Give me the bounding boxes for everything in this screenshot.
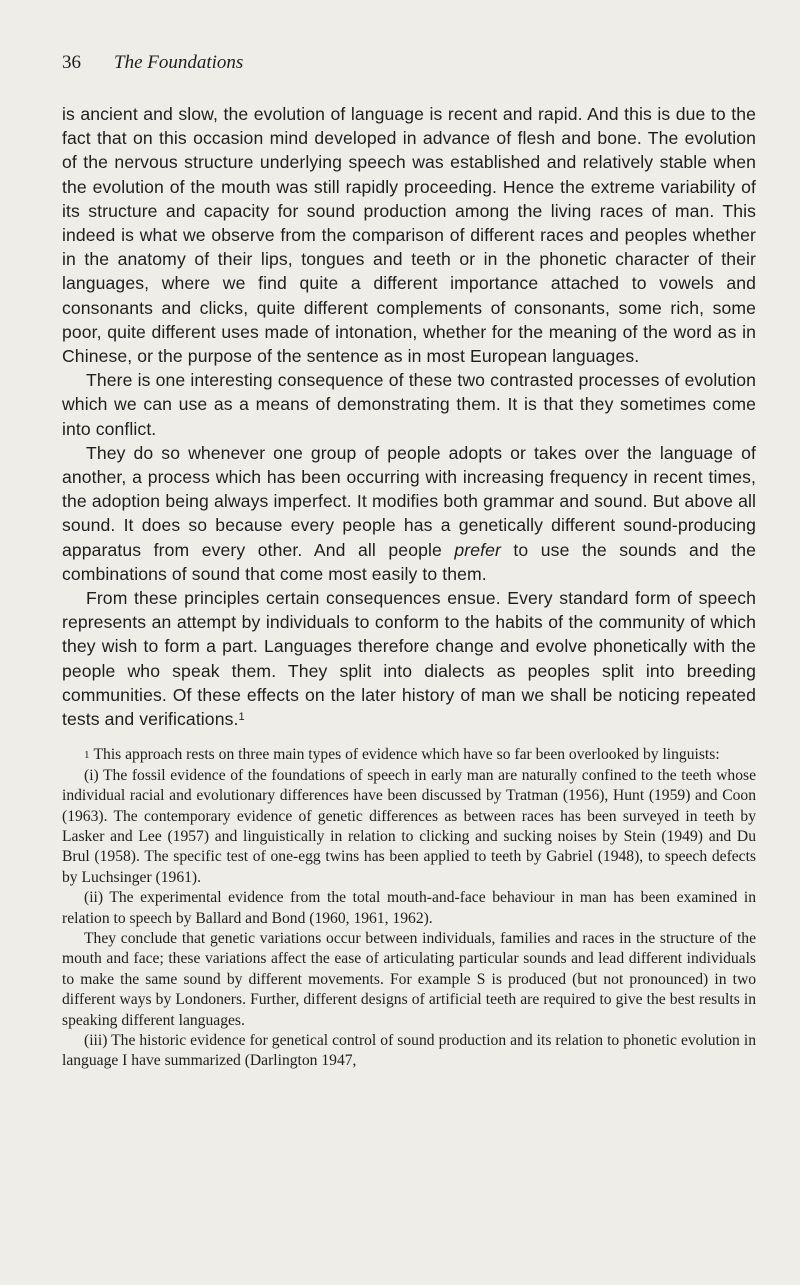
paragraph-1 [62, 102, 756, 368]
paragraph-3-text-b: to use the sounds and the combinations of sound that come most easily to them. [62, 539, 756, 584]
footnote-item-ii-text: (ii) The experimental evidence from the total mouth-and-face behaviour in man has been examined in relation to speech by Ballard and Bond (1960, 1961, 1962). [62, 889, 756, 927]
footnote-conclusion [62, 929, 756, 1031]
footnote-number: 1 [84, 749, 90, 762]
footnote-reference: 1 [238, 711, 245, 724]
footnotes [62, 745, 756, 1072]
footnote-item-iii [62, 1031, 756, 1072]
main-text [62, 102, 756, 731]
footnote-1-text: This approach rests on three main types of evidence which have so far been overlooked by linguists: [93, 746, 720, 764]
paragraph-1-text: is ancient and slow, the evolution of language is recent and rapid. And this is due to the fact that on this occasion mind developed in advance of flesh and bone. The evolution of the nervous structure underlying speech was established and relatively stable when the evolution of the mouth was still rapidly proceeding. Hence the extreme variability of its structure and capacity for sound production among the living races of man. This indeed is what we observe from the comparison of different races and peoples whether in the anatomy of their lips, tongues and teeth or in the phonetic character of their languages, where we find quite a different importance attached to vowels and consonants and clicks, quite different complements of consonants, some rich, some poor, quite different uses made of intonation, whether for the meaning of the word as in Chinese, or the purpose of the sentence as in most European languages. [62, 104, 756, 367]
footnote-conclusion-text: They conclude that genetic variations occur between individuals, families and races in the structure of the mouth and face; these variations affect the ease of articulating particular sounds and lead different individuals to make the same sound by different movements. For example S is produced (but not pronounced) in two different ways by Londoners. Further, different designs of artificial teeth are required to give the best results in speaking different languages. [62, 929, 756, 1029]
running-head [62, 50, 756, 90]
footnote-item-iii-text: (iii) The historic evidence for genetical control of sound production and its relation to phonetic evolution in language I have summarized (Darlington 1947, [62, 1031, 756, 1070]
page-number: 36 [62, 52, 81, 73]
paragraph-3-text-a: They do so whenever one group of people adopts or takes over the language of another, a process which has been occurring with increasing frequency in recent times, the adoption being always imperfect. It modifies both grammar and sound. But above all sound. It does so because every people has a genetically different sound-producing apparatus from every other. And all people [62, 442, 756, 560]
paragraph-4 [62, 586, 756, 731]
footnote-item-i [62, 766, 756, 888]
footnote-1 [62, 745, 756, 765]
footnote-item-i-text: (i) The fossil evidence of the foundations of speech in early man are naturally confined to the teeth whose individual racial and evolutionary differences have been discussed by Tratman (1956), Hunt (1959) and Coon (1963). The contemporary evidence of genetic differences as between races has been surveyed in teeth by Lasker and Lee (1957) and linguistically in relation to clicking and sucking noises by Stein (1949) and Du Brul (1958). The specific test of one-egg twins has been applied to teeth by Gabriel (1948), to speech defects by Luchsinger (1961). [62, 766, 756, 886]
paragraph-4-text: From these principles certain consequences ensue. Every standard form of speech represents an attempt by individuals to conform to the habits of the community of which they wish to form a part. Languages therefore change and evolve phonetically with the people who speak them. They split into dialects as peoples split into breeding communities. Of these effects on the later history of man we shall be noticing repeated tests and verifications. [62, 588, 756, 730]
emphasis-prefer: prefer [454, 539, 501, 560]
running-title: The Foundations [114, 52, 244, 73]
footnote-item-ii [62, 888, 756, 929]
paragraph-2 [62, 368, 756, 441]
paragraph-3 [62, 441, 756, 586]
paragraph-2-text: There is one interesting consequence of these two contrasted processes of evolution which we can use as a means of demonstrating them. It is that they sometimes come into conflict. [62, 370, 756, 439]
